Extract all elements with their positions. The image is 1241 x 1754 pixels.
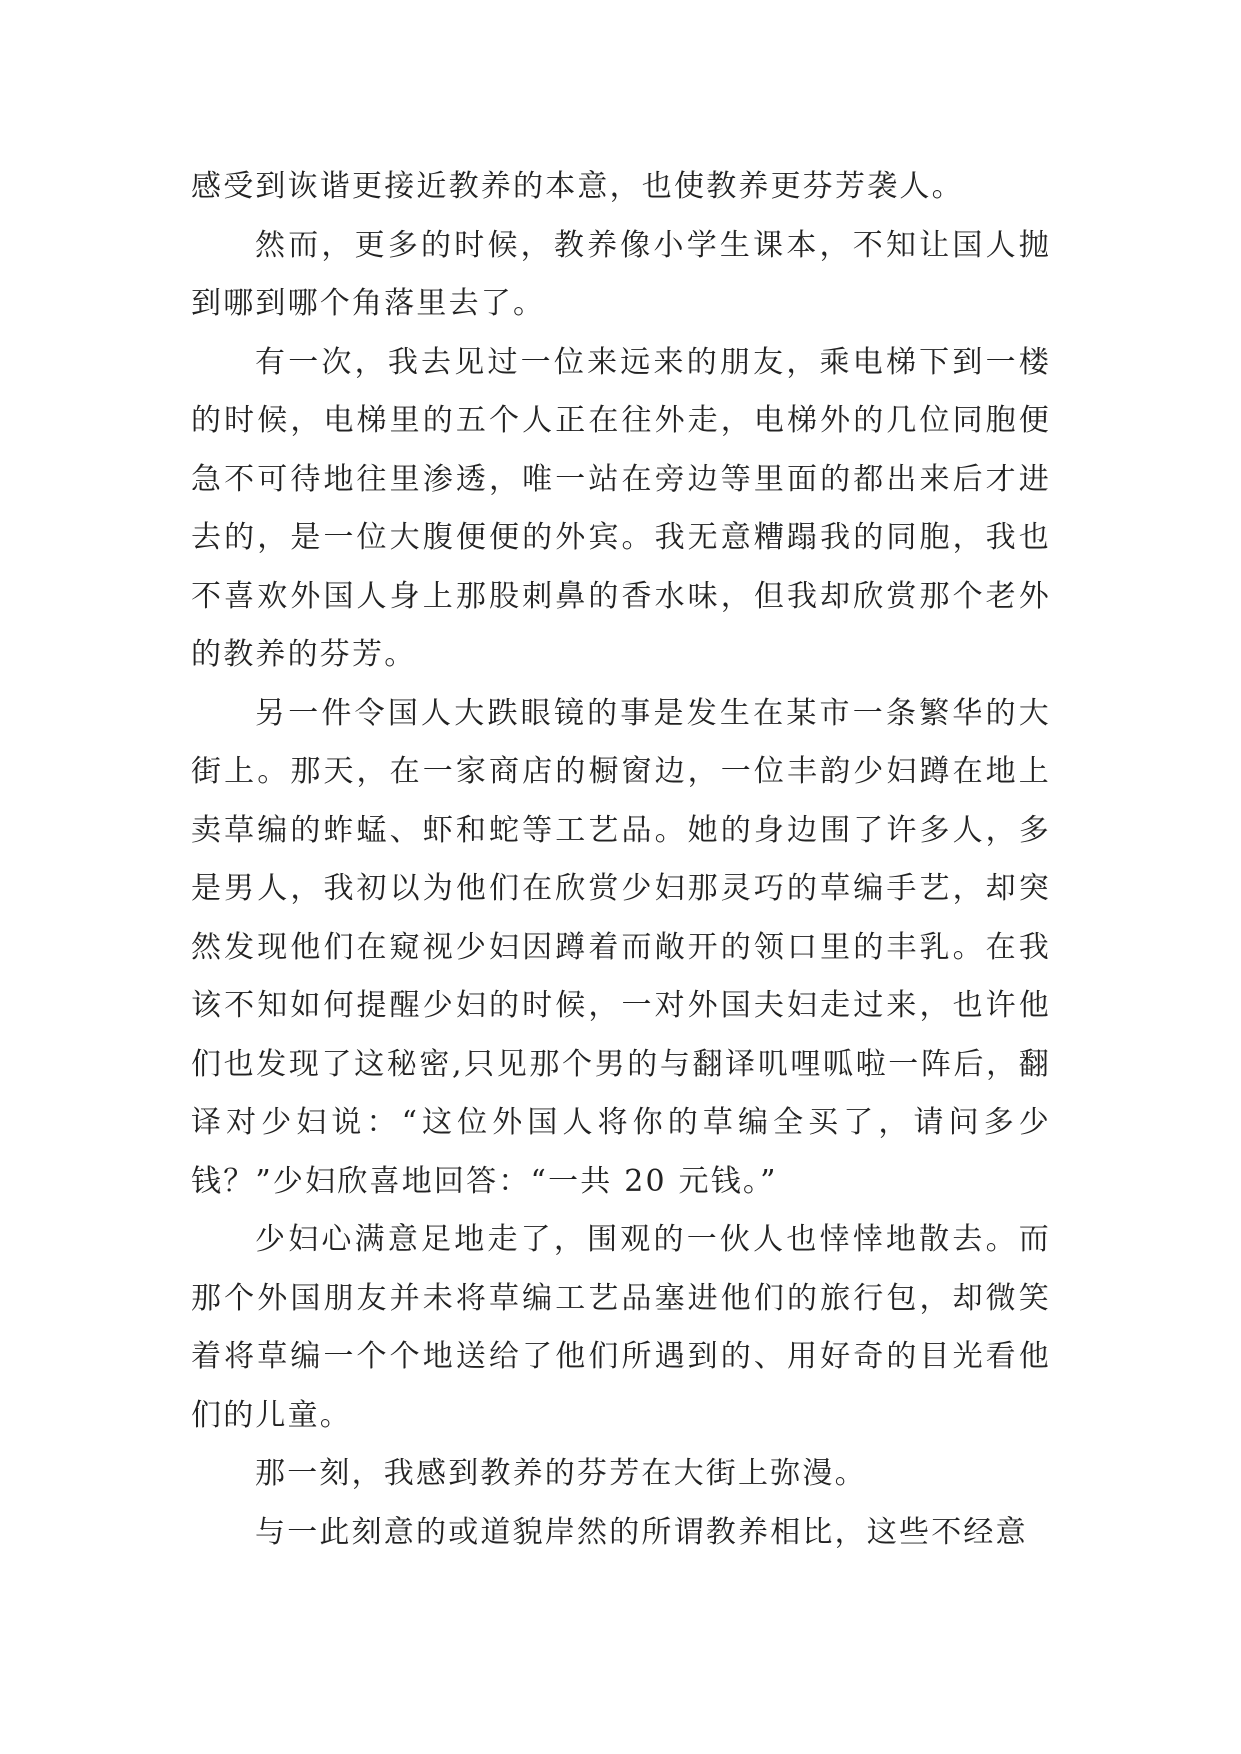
paragraph-7: 与一此刻意的或道貌岸然的所谓教养相比，这些不经意 bbox=[255, 1514, 1028, 1550]
paragraph-3: 有一次，我去见过一位来远来的朋友，乘电梯下到一楼的时候，电梯里的五个人正在往外走，电梯外的几位同胞便急不可待地往里渗透，唯一站在旁边等里面的都出来后才进去的，是一位大腹便便的外宾。我无意糟蹋我的同胞，我也不喜欢外国人身上那股刺鼻的香水味，但我却欣赏那个老外的教养的芬芳。 bbox=[191, 344, 1051, 672]
paragraph-2: 然而，更多的时候，教养像小学生课本，不知让国人抛到哪到哪个角落里去了。 bbox=[191, 227, 1051, 321]
paragraph-4: 另一件令国人大跌眼镜的事是发生在某市一条繁华的大街上。那天，在一家商店的橱窗边，一位丰韵少妇蹲在地上卖草编的蚱蜢、虾和蛇等工艺品。她的身边围了许多人，多是男人，我初以为他们在欣赏少妇那灵巧的草编手艺，却突然发现他们在窥视少妇因蹲着而敞开的领口里的丰乳。在我该不知如何提醒少妇的时候，一对外国夫妇走过来，也许他们也发现了这秘密,只见那个男的与翻译叽哩呱啦一阵后，翻译对少妇说：“这位外国人将你的草编全买了，请问多少钱？”少妇欣喜地回答：“一共 20 元钱。” bbox=[191, 695, 1051, 1199]
paragraph-1: 感受到诙谐更接近教养的本意，也使教养更芬芳袭人。 bbox=[191, 169, 964, 204]
paragraph-6: 那一刻，我感到教养的芬芳在大街上弥漫。 bbox=[255, 1456, 867, 1491]
paragraph-5: 少妇心满意足地走了，围观的一伙人也悻悻地散去。而那个外国朋友并未将草编工艺品塞进他们的旅行包，却微笑着将草编一个个地送给了他们所遇到的、用好奇的目光看他们的儿童。 bbox=[191, 1222, 1051, 1433]
document-body bbox=[191, 158, 1051, 1562]
